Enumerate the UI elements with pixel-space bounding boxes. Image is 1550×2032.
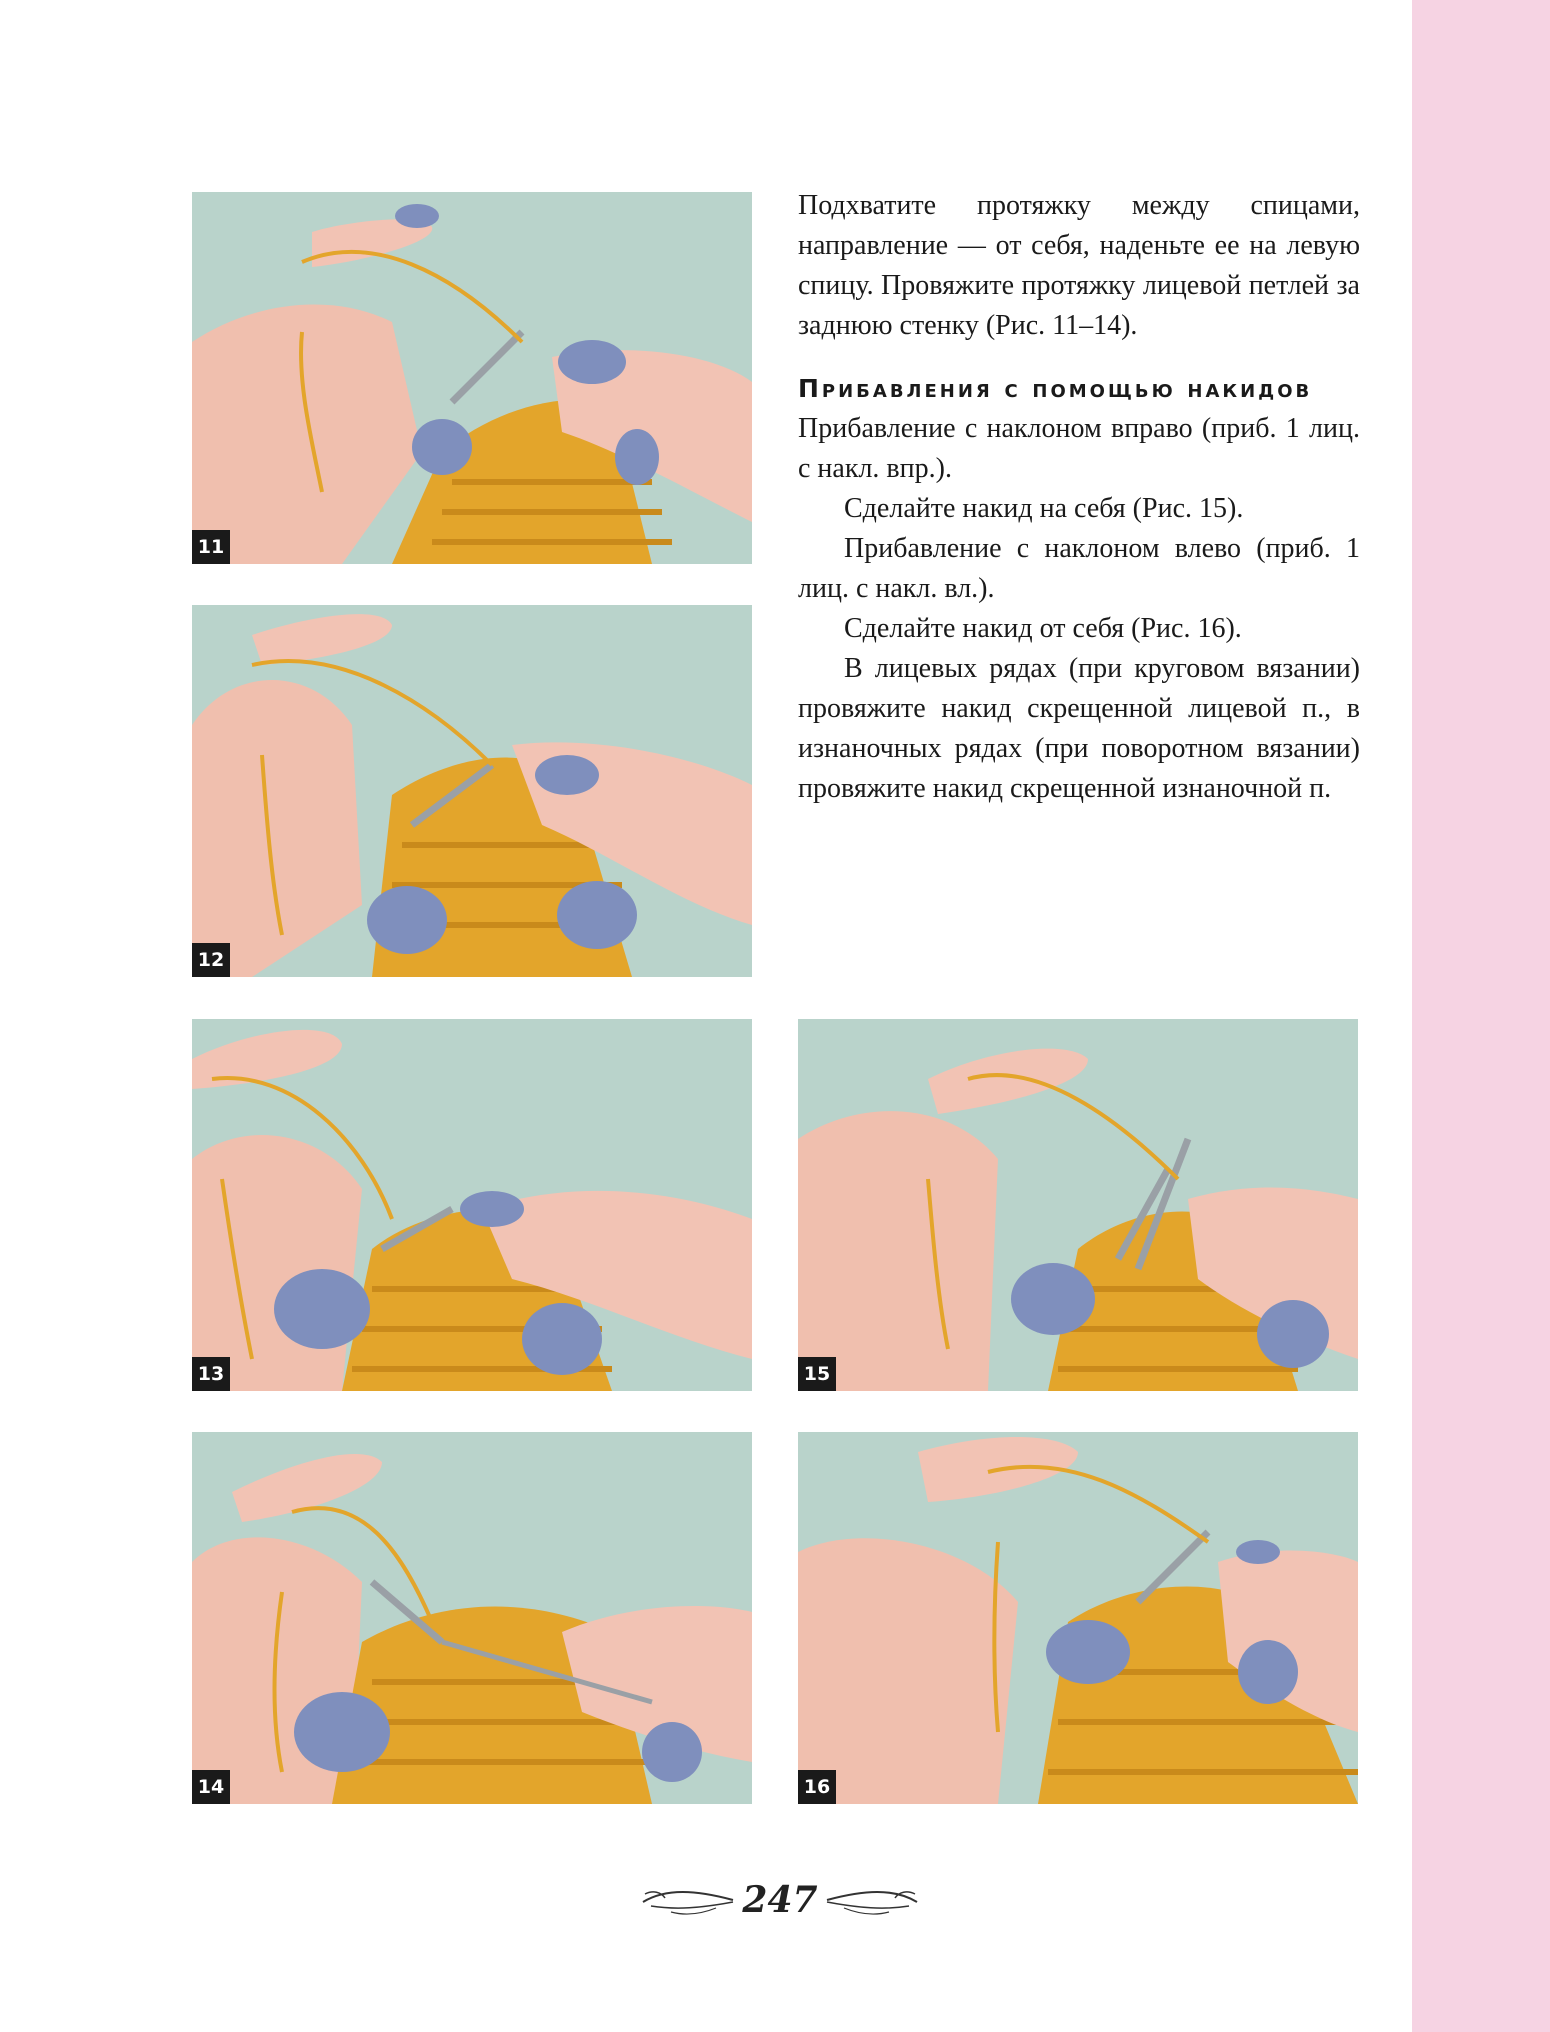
- paragraph-yarn-over-back: Сделайте накид от себя (Рис. 16).: [844, 613, 1242, 644]
- paragraph-right-lean-increase: Прибавление с наклоном вправо (приб. 1 лиц. с накл. впр.).: [798, 413, 1360, 484]
- knitting-photo-11: [192, 192, 752, 564]
- figure-12-label: 12: [192, 943, 230, 977]
- figure-16-label: 16: [798, 1770, 836, 1804]
- section-heading: Прибавления с помощью накидов: [798, 374, 1313, 403]
- flourish-left-icon: [641, 1880, 736, 1920]
- paragraph-left-lean-increase: Прибавление с наклоном влево (приб. 1 лиц. с накл. вл.).: [798, 533, 1360, 604]
- figure-15-photo: [798, 1019, 1358, 1391]
- flourish-right-icon: [824, 1880, 919, 1920]
- paragraph-twisted-stitch-note: В лицевых рядах (при круговом вязании) провяжите накид скрещенной лицевой п., в изнаночных рядах (при поворотном вязании) провяжите накид скрещенной изнаночной п.: [798, 653, 1360, 804]
- knitting-photo-16: [798, 1432, 1358, 1804]
- knitting-photo-13: [192, 1019, 752, 1391]
- figure-14-photo: [192, 1432, 752, 1804]
- figure-16-photo: [798, 1432, 1358, 1804]
- side-color-strip: [1412, 0, 1550, 2032]
- knitting-photo-14: [192, 1432, 752, 1804]
- paragraph-yarn-over-front: Сделайте накид на себя (Рис. 15).: [844, 493, 1244, 524]
- page-footer: [640, 1870, 920, 1930]
- instruction-text: [798, 186, 1360, 809]
- knitting-photo-15: [798, 1019, 1358, 1391]
- figure-11-label: 11: [192, 530, 230, 564]
- figure-13-photo: [192, 1019, 752, 1391]
- figure-13-label: 13: [192, 1357, 230, 1391]
- paragraph-pick-up-strand: Подхватите протяжку между спицами, направление — от себя, наденьте ее на левую спицу. Провяжите протяжку лицевой петлей за заднюю стенку (Рис. 11–14).: [798, 190, 1360, 341]
- figure-14-label: 14: [192, 1770, 230, 1804]
- figure-12-photo: [192, 605, 752, 977]
- figure-15-label: 15: [798, 1357, 836, 1391]
- figure-11-photo: [192, 192, 752, 564]
- knitting-photo-12: [192, 605, 752, 977]
- page-number: 247: [742, 1879, 818, 1921]
